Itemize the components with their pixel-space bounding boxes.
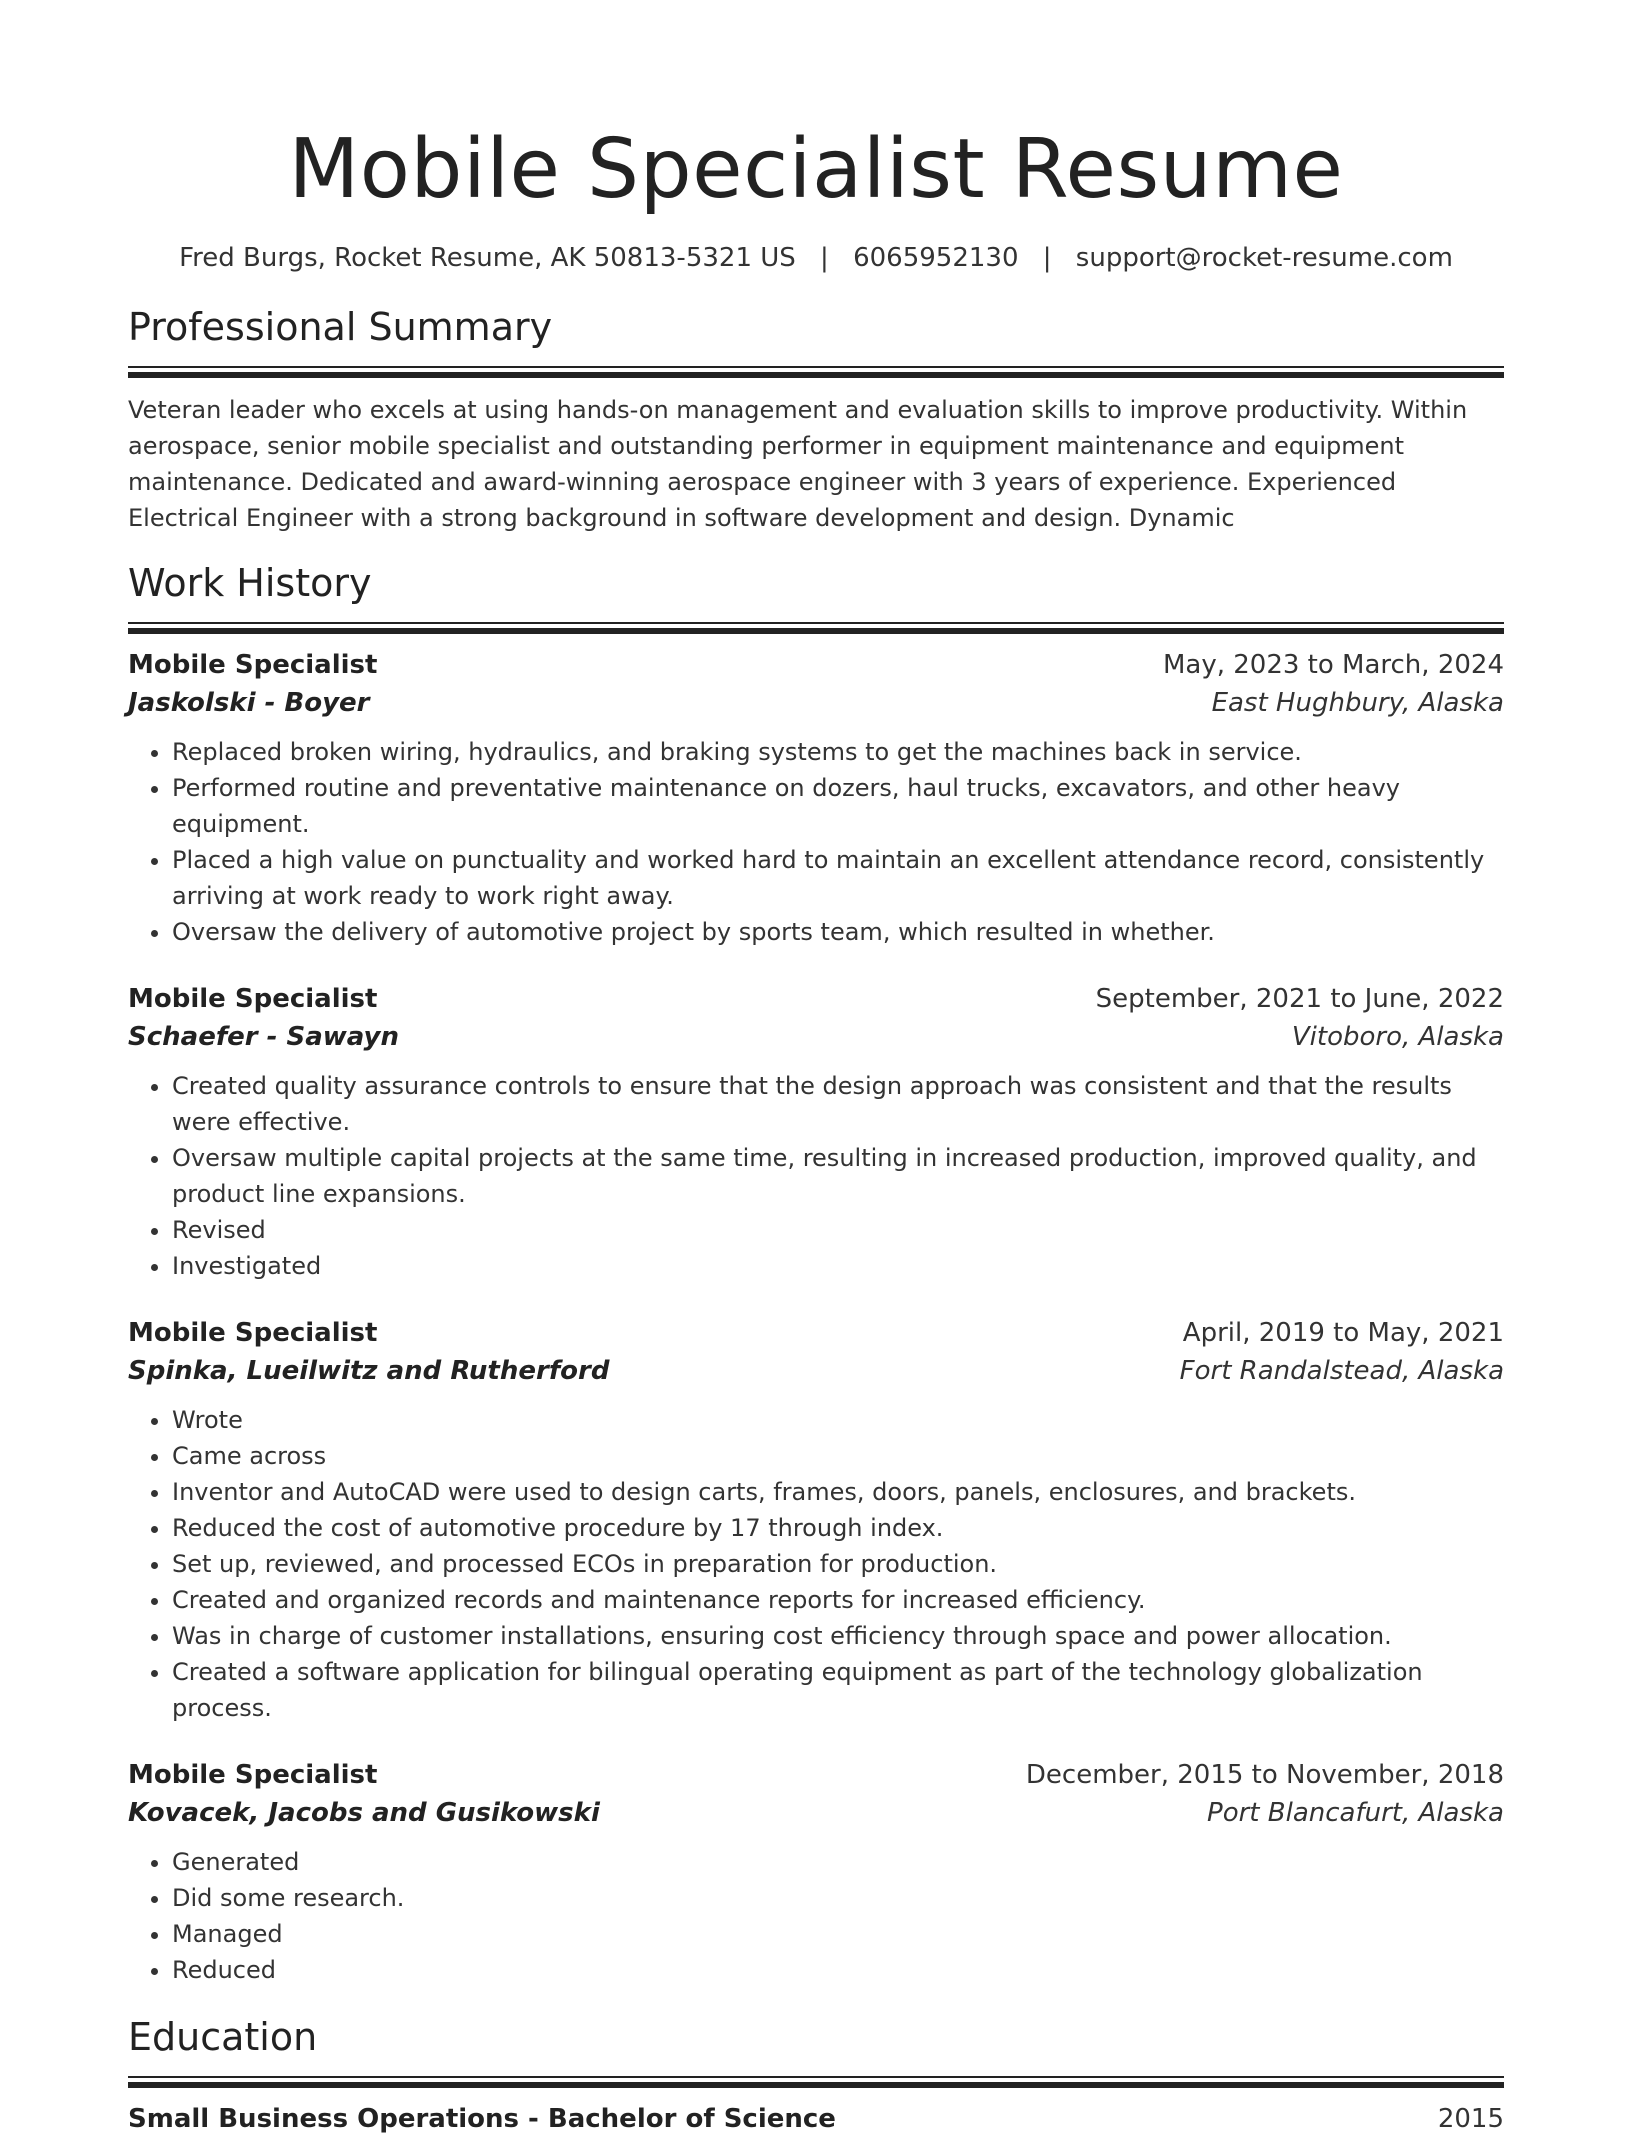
job-bullets <box>128 734 1504 950</box>
job-entry <box>128 1756 1504 1988</box>
job-dates: December, 2015 to November, 2018 <box>1025 1760 1504 1790</box>
job-location: East Hughbury, Alaska <box>1211 688 1504 718</box>
job-bullets <box>128 1068 1504 1284</box>
job-entry <box>128 980 1504 1284</box>
job-bullet: • Placed a high value on punctuality and worked hard to maintain an excellent attendance record, consistently arriving at work ready to work right away. <box>172 842 1504 914</box>
summary-section <box>128 302 1504 536</box>
job-bullet: • Created a software application for bilingual operating equipment as part of the technology globalization process. <box>172 1654 1504 1726</box>
section-heading-work-history: Work History <box>128 561 372 605</box>
section-heading-summary: Professional Summary <box>128 305 553 349</box>
section-heading-education: Education <box>128 2015 318 2059</box>
education-section <box>128 2012 1504 2138</box>
job-bullet: • Reduced <box>172 1952 1504 1988</box>
job-location: Fort Randalstead, Alaska <box>1179 1356 1504 1386</box>
job-bullet: • Generated <box>172 1844 1504 1880</box>
job-bullet: • Oversaw multiple capital projects at the same time, resulting in increased production, improved quality, and product line expansions. <box>172 1140 1504 1212</box>
summary-text: Veteran leader who excels at using hands-on management and evaluation skills to improve productivity. Within aerospace, senior mobile specialist and outstanding performer in equipment maintenance and equipment maintenance. Dedicated and award-winning aerospace engineer with 3 years of experience. Experienced Electrical Engineer with a strong background in software development and design. Dynamic <box>128 396 1468 532</box>
job-title: Mobile Specialist <box>128 1760 378 1790</box>
contact-separator: | <box>1042 243 1052 273</box>
job-bullet: • Set up, reviewed, and processed ECOs in preparation for production. <box>172 1546 1504 1582</box>
job-dates: May, 2023 to March, 2024 <box>1162 650 1504 680</box>
job-bullet: • Reduced the cost of automotive procedure by 17 through index. <box>172 1510 1504 1546</box>
job-bullet: • Created and organized records and maintenance reports for increased efficiency. <box>172 1582 1504 1618</box>
job-company: Spinka, Lueilwitz and Rutherford <box>128 1356 610 1386</box>
job-bullet: • Did some research. <box>172 1880 1504 1916</box>
job-bullet: • Oversaw the delivery of automotive project by sports team, which resulted in whether. <box>172 914 1504 950</box>
section-divider <box>128 366 1504 378</box>
job-entry <box>128 646 1504 950</box>
job-bullet: • Replaced broken wiring, hydraulics, and braking systems to get the machines back in service. <box>172 734 1504 770</box>
section-divider <box>128 622 1504 634</box>
page-title: Mobile Specialist Resume <box>288 122 1344 217</box>
job-bullet: • Was in charge of customer installations, ensuring cost efficiency through space and power allocation. <box>172 1618 1504 1654</box>
job-entry <box>128 1314 1504 1726</box>
job-company-row <box>128 1794 1504 1832</box>
education-degree: Small Business Operations - Bachelor of Science <box>128 2104 836 2134</box>
job-dates: April, 2019 to May, 2021 <box>1182 1318 1504 1348</box>
job-header-row <box>128 646 1504 684</box>
contact-phone: 6065952130 <box>853 243 1019 273</box>
job-company-row <box>128 1352 1504 1390</box>
job-bullet: • Performed routine and preventative maintenance on dozers, haul trucks, excavators, and other heavy equipment. <box>172 770 1504 842</box>
education-entry <box>128 2100 1504 2138</box>
job-bullet: • Managed <box>172 1916 1504 1952</box>
contact-line <box>128 240 1504 276</box>
contact-separator: | <box>820 243 829 273</box>
job-dates: September, 2021 to June, 2022 <box>1095 984 1504 1014</box>
job-location: Vitoboro, Alaska <box>1291 1022 1504 1052</box>
job-header-row <box>128 1314 1504 1352</box>
work-history-section <box>128 558 1504 1988</box>
job-company: Jaskolski - Boyer <box>128 688 370 718</box>
job-bullets <box>128 1844 1504 1988</box>
section-divider <box>128 2076 1504 2088</box>
job-title: Mobile Specialist <box>128 1318 378 1348</box>
job-company: Schaefer - Sawayn <box>128 1022 399 1052</box>
job-bullet: • Investigated <box>172 1248 1504 1284</box>
job-header-row <box>128 980 1504 1018</box>
education-year: 2015 <box>1437 2104 1504 2134</box>
job-title: Mobile Specialist <box>128 984 378 1014</box>
job-bullets <box>128 1402 1504 1726</box>
job-bullet: • Inventor and AutoCAD were used to design carts, frames, doors, panels, enclosures, and brackets. <box>172 1474 1504 1510</box>
contact-address: Fred Burgs, Rocket Resume, AK 50813-5321 US <box>179 243 796 273</box>
job-bullet: • Created quality assurance controls to ensure that the design approach was consistent and that the results were effective. <box>172 1068 1504 1140</box>
job-bullet: • Revised <box>172 1212 1504 1248</box>
job-title: Mobile Specialist <box>128 650 378 680</box>
job-location: Port Blancafurt, Alaska <box>1207 1798 1504 1828</box>
job-company-row <box>128 684 1504 722</box>
job-company: Kovacek, Jacobs and Gusikowski <box>128 1798 600 1828</box>
job-bullet: • Wrote <box>172 1402 1504 1438</box>
job-company-row <box>128 1018 1504 1056</box>
job-header-row <box>128 1756 1504 1794</box>
job-bullet: • Came across <box>172 1438 1504 1474</box>
contact-email: support@rocket-resume.com <box>1075 243 1453 273</box>
